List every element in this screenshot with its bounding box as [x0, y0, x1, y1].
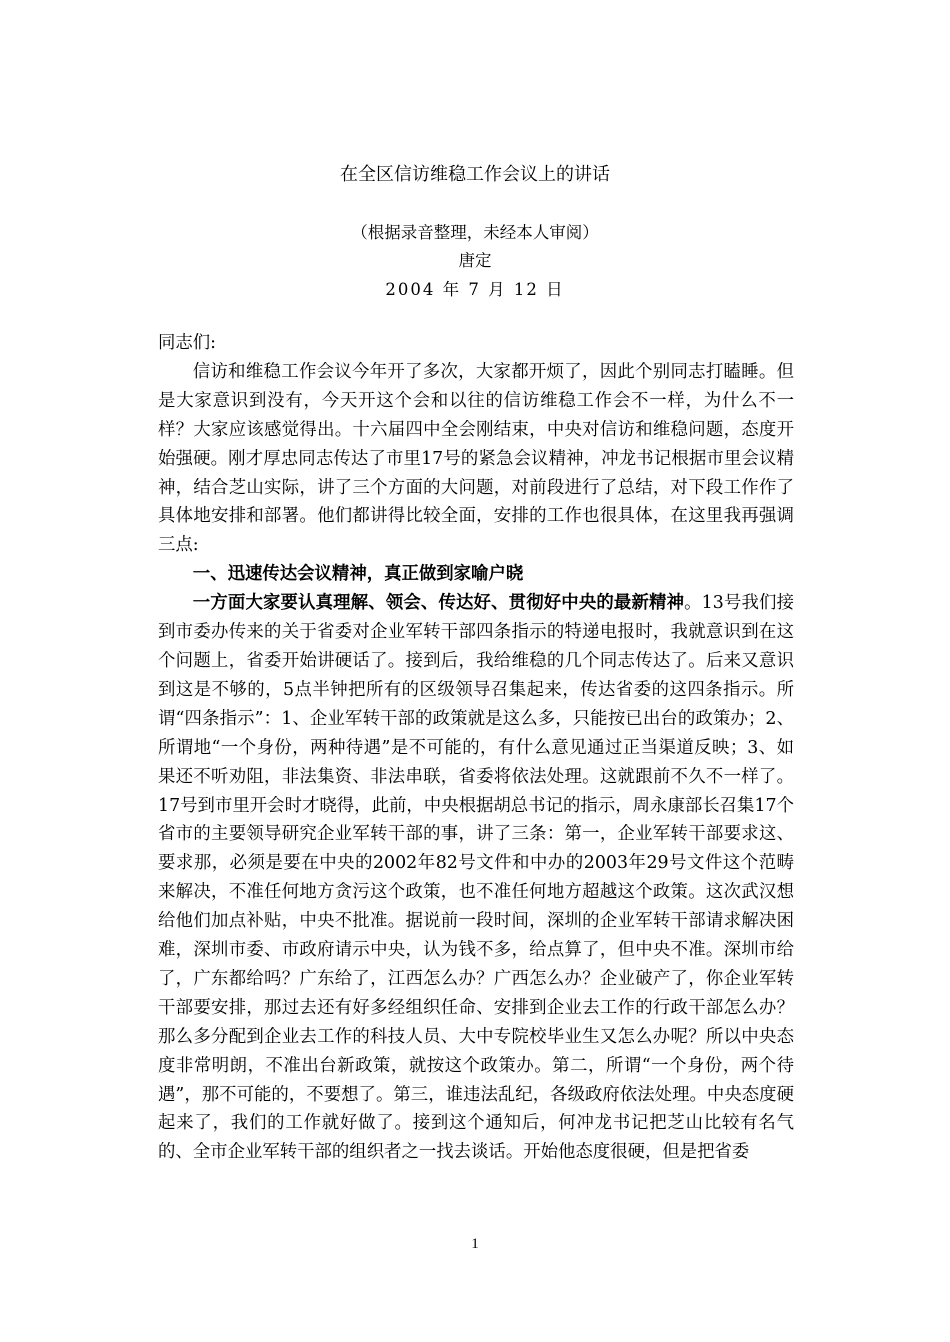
speech-body [158, 329, 794, 1167]
paragraph-lead-sentence: 一方面大家要认真理解、领会、传达好、贯彻好中央的最新精神 [192, 593, 685, 614]
speaker-name: 唐定 [458, 251, 492, 270]
page-number: 1 [471, 1236, 479, 1252]
speech-date: 2004 年 7 月 12 日 [385, 280, 565, 299]
paragraph-section-1 [158, 589, 794, 1167]
transcription-note: （根据录音整理，未经本人审阅） [351, 223, 599, 242]
document-title: 在全区信访维稳工作会议上的讲话 [340, 164, 610, 185]
section-heading-1: 一、迅速传达会议精神，真正做到家喻户晓 [192, 564, 524, 585]
paragraph-intro: 信访和维稳工作会议今年开了多次，大家都开烦了，因此个别同志打瞌睡。但是大家意识到没有，今天开这个会和以往的信访维稳工作会不一样，为什么不一样？大家应该感觉得出。十六届四中全会刚结束，中央对信访和维稳问题，态度开始强硬。刚才厚忠同志传达了市里17号的紧急会议精神，冲龙书记根据市里会议精神，结合芝山实际，讲了三个方面的大问题，对前段进行了总结，对下段工作作了具体地安排和部署。他们都讲得比较全面，安排的工作也很具体，在这里我再强调三点: [158, 361, 794, 556]
salutation: 同志们: [158, 333, 217, 353]
paragraph-body-text: 。13号我们接到市委办传来的关于省委对企业军转干部四条指示的特递电报时，我就意识到在这个问题上，省委开始讲硬话了。接到后，我给维稳的几个同志传达了。后来又意识到这是不够的，5点半钟把所有的区级领导召集起来，传达省委的这四条指示。所谓“四条指示”：1、企业军转干部的政策就是这么多，只能按已出台的政策办；2、所谓地“一个身份，两种待遇”是不可能的，有什么意见通过正当渠道反映；3、如果还不听劝阻，非法集资、非法串联，省委将依法处理。这就跟前不久不一样了。17号到市里开会时才晓得，此前，中央根据胡总书记的指示，周永康部长召集17个省市的主要领导研究企业军转干部的事，讲了三条：第一，企业军转干部要求这、要求那，必须是要在中央的2002年82号文件和中办的2003年29号文件这个范畴来解决，不准任何地方贪污这个政策，也不准任何地方超越这个政策。这次武汉想给他们加点补贴，中央不批准。据说前一段时间，深圳的企业军转干部请求解决困难，深圳市委、市政府请示中央，认为钱不多，给点算了，但中央不准。深圳市给了，广东都给吗？广东给了，江西怎么办？广西怎么办？企业破产了，你企业军转干部要安排，那过去还有好多经组织任命、安排到企业去工作的行政干部怎么办？那么多分配到企业去工作的科技人员、大中专院校毕业生又怎么办呢？所以中央态度非常明朗，不准出台新政策，就按这个政策办。第二，所谓“一个身份，两个待遇”，那不可能的，不要想了。第三，谁违法乱纪，各级政府依法处理。中央态度硬起来了，我们的工作就好做了。接到这个通知后，何冲龙书记把芝山比较有名气的、全市企业军转干部的组织者之一找去谈话。开始他态度很硬，但是把省委 [158, 593, 794, 1163]
